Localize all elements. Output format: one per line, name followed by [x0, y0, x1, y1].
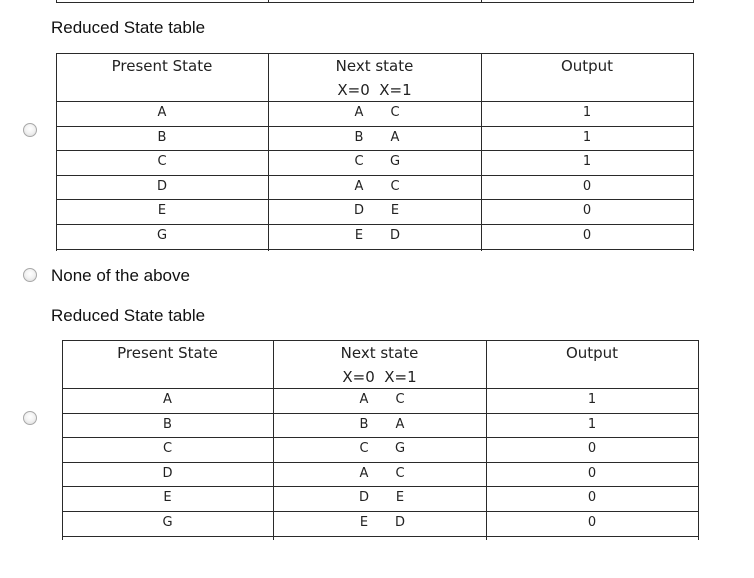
option-2-radio[interactable]	[23, 268, 37, 282]
output-cell: 1	[582, 154, 592, 170]
output-cell: 1	[587, 392, 597, 407]
next-state-header: Next state	[335, 57, 414, 75]
output-header: Output	[560, 57, 614, 75]
table-header-divider	[62, 388, 699, 389]
table-top-border	[56, 53, 694, 54]
present-state-header: Present State	[117, 344, 218, 362]
next-state-x1-cell: G	[389, 154, 401, 170]
next-state-x0-cell: D	[353, 203, 364, 219]
table-row-divider	[62, 511, 699, 512]
present-state-cell: A	[163, 392, 172, 407]
table-column-divider	[56, 53, 57, 251]
present-state-cell: B	[157, 129, 167, 145]
prev-table-divider	[268, 0, 269, 3]
next-state-header: Next state	[340, 344, 419, 362]
next-state-x1-cell: D	[394, 515, 405, 530]
next-state-x1-cell: E	[390, 203, 400, 219]
table-column-divider	[62, 340, 63, 540]
output-cell: 0	[587, 515, 597, 530]
next-state-x0-cell: D	[358, 490, 369, 506]
table-row-divider	[56, 199, 694, 200]
present-state-cell: G	[162, 515, 173, 530]
present-state-cell: G	[156, 228, 168, 243]
table-row-divider	[62, 536, 699, 537]
present-state-cell: E	[163, 490, 172, 506]
present-state-cell: D	[156, 178, 167, 194]
next-state-input-subheader: X=0 X=1	[342, 368, 417, 386]
table-column-divider	[481, 53, 482, 251]
next-state-x1-cell: C	[395, 392, 405, 407]
table-row-divider	[62, 437, 699, 438]
output-header: Output	[565, 344, 619, 362]
output-cell: 1	[587, 416, 597, 432]
option-1-radio[interactable]	[23, 123, 37, 137]
output-cell: 0	[587, 490, 597, 506]
next-state-x1-cell: C	[390, 178, 400, 194]
option-1-state-table	[56, 53, 694, 251]
next-state-input-subheader: X=0 X=1	[337, 81, 412, 99]
option-3-state-table	[62, 340, 699, 543]
next-state-x0-cell: A	[359, 465, 369, 481]
table-header-divider	[56, 101, 694, 102]
output-cell: 1	[582, 129, 592, 145]
next-state-x0-cell: C	[359, 441, 369, 457]
prev-table-divider	[481, 0, 482, 3]
next-state-x0-cell: B	[354, 129, 364, 145]
option-2-label: None of the above	[51, 266, 190, 285]
next-state-x1-cell: D	[389, 228, 400, 243]
output-cell: 0	[582, 203, 592, 219]
prev-table-divider	[693, 0, 694, 3]
next-state-x1-cell: C	[390, 105, 400, 120]
next-state-x0-cell: B	[359, 416, 369, 432]
next-state-x0-cell: C	[354, 154, 364, 170]
next-state-x0-cell: A	[359, 392, 369, 407]
present-state-header: Present State	[111, 57, 213, 75]
next-state-x1-cell: E	[395, 490, 405, 506]
next-state-x0-cell: E	[359, 515, 369, 530]
output-cell: 1	[582, 105, 592, 120]
present-state-cell: D	[162, 465, 173, 481]
next-state-x1-cell: G	[394, 441, 406, 457]
option-3-caption: Reduced State table	[51, 306, 206, 325]
present-state-cell: C	[162, 441, 173, 457]
next-state-x0-cell: A	[354, 178, 364, 194]
output-cell: 0	[587, 441, 597, 457]
table-row-divider	[56, 126, 694, 127]
option-3-radio[interactable]	[23, 411, 37, 425]
prev-table-bottom-border	[56, 2, 694, 3]
prev-table-divider	[56, 0, 57, 3]
next-state-x0-cell: A	[354, 105, 364, 120]
present-state-cell: E	[157, 203, 167, 219]
table-row-divider	[62, 413, 699, 414]
table-column-divider	[693, 53, 694, 251]
next-state-x1-cell: A	[395, 416, 405, 432]
next-state-x0-cell: E	[354, 228, 364, 243]
table-row-divider	[56, 249, 694, 250]
output-cell: 0	[587, 465, 597, 481]
next-state-x1-cell: C	[395, 465, 405, 481]
option-1-caption: Reduced State table	[51, 18, 206, 37]
table-row-divider	[62, 486, 699, 487]
table-row-divider	[62, 462, 699, 463]
table-top-border	[62, 340, 699, 341]
table-row-divider	[56, 224, 694, 225]
table-row-divider	[56, 175, 694, 176]
table-column-divider	[486, 340, 487, 540]
output-cell: 0	[582, 228, 592, 243]
present-state-cell: B	[163, 416, 172, 432]
table-column-divider	[698, 340, 699, 540]
present-state-cell: C	[157, 154, 167, 170]
output-cell: 0	[582, 178, 592, 194]
next-state-x1-cell: A	[390, 129, 400, 145]
table-row-divider	[56, 150, 694, 151]
present-state-cell: A	[157, 105, 167, 120]
